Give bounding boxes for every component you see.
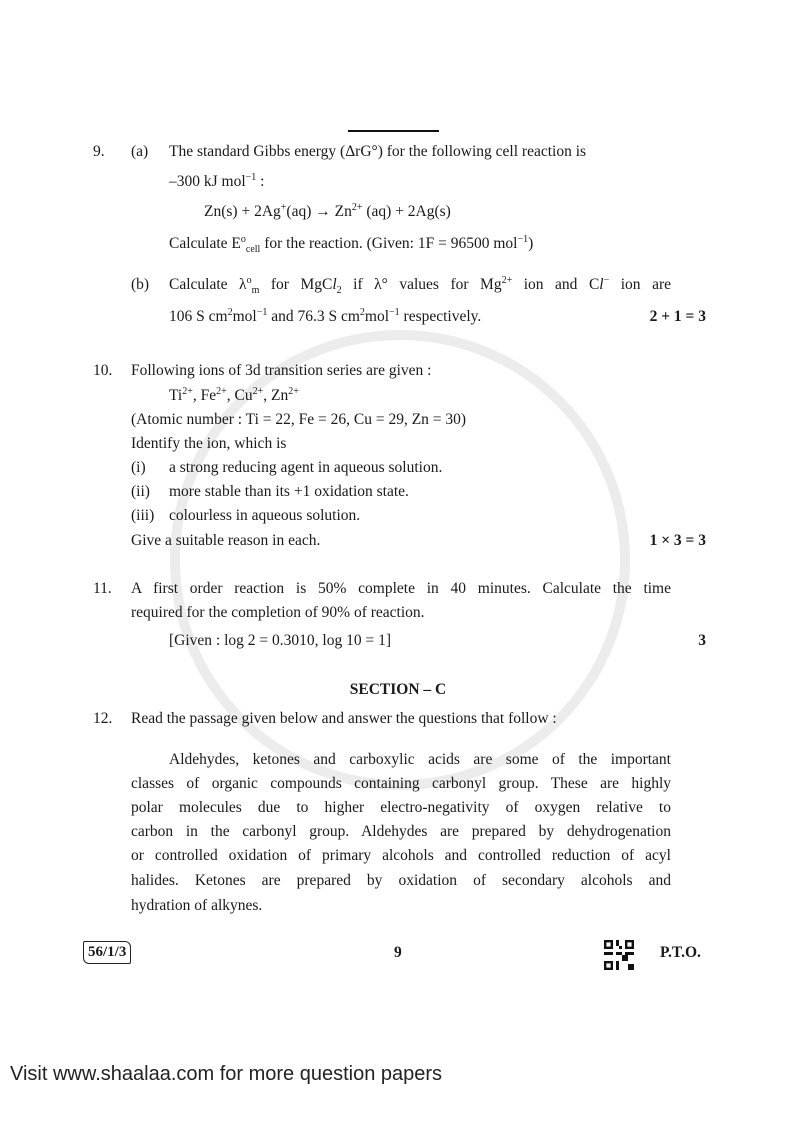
superscript: 2+ [216,386,227,397]
text-segment: Zn(s) + 2Ag [204,203,281,220]
q10-part-label: (ii) [131,483,150,500]
visit-link[interactable]: Visit www.shaalaa.com for more question papers [10,1063,443,1085]
q10-number: 10. [93,362,113,379]
q10-marks: 1 × 3 = 3 [649,532,706,549]
text-segment: 106 S cm [169,308,228,325]
q10-part-label: (i) [131,459,146,476]
text-segment: l [599,276,604,293]
text-segment: ion are [609,276,671,293]
passage-line: or controlled oxidation of primary alcohols and controlled reduction of acyl [131,847,671,864]
text-segment: Ti [169,387,183,404]
q10-atomic [131,411,466,429]
section-heading: SECTION – C [349,681,447,698]
q9a-label: (a) [131,143,149,160]
q9b-label: (b) [131,276,150,293]
superscript: o [246,275,252,286]
text-segment: for the reaction. (Given: 1F = 96500 mol [260,235,518,252]
text-segment: if λ° values for Mg [341,276,502,293]
superscript: + [280,202,287,213]
superscript: 2+ [501,275,513,286]
passage-line: classes of organic compounds containing carbonyl group. These are highly [131,775,671,792]
q9a-line2 [169,173,264,191]
q10-part-text: a strong reducing agent in aqueous solution. [169,459,443,476]
q9-number: 9. [93,143,105,160]
q10-part-text: colourless in aqueous solution. [169,507,361,524]
text-segment: The standard Gibbs energy (ΔrG°) for the following cell reaction is [169,143,587,160]
superscript: 2 [227,307,233,318]
qr-code-icon [604,940,634,970]
superscript: − [603,275,610,286]
text-segment: ) [528,235,534,252]
text-segment: Give a suitable reason in each. [131,532,321,549]
text-segment: Identify the ion, which is [131,435,287,452]
passage-line: carbon in the carbonyl group. Aldehydes are prepared by dehydrogenation [131,823,671,840]
q12-intro: Read the passage given below and answer the questions that follow : [131,710,557,727]
q9b-line2 [169,308,481,326]
q9-marks: 2 + 1 = 3 [649,308,706,325]
subscript: m [251,285,260,296]
superscript: −1 [245,172,257,183]
superscript: 2+ [288,386,299,397]
superscript: o [240,234,246,245]
text-segment: Calculate E [169,235,241,252]
text-segment: (Atomic number : Ti = 22, Fe = 26, Cu = 29, Zn = 30) [131,411,467,428]
passage-line: polar molecules due to higher electro-negativity of oxygen relative to [131,799,671,816]
text-segment: and 76.3 S cm [267,308,360,325]
superscript: −1 [517,234,529,245]
text-segment: for MgC [259,276,333,293]
text-segment: mol [232,308,257,325]
q11-marks: 3 [698,632,706,649]
text-segment: , Fe [192,387,217,404]
superscript: 2+ [252,386,264,397]
text-segment: mol [364,308,390,325]
passage-line: Aldehydes, ketones and carboxylic acids are some of the important [169,751,671,768]
text-segment: : [256,173,265,190]
q9a-line4 [169,235,533,253]
superscript: 2+ [351,202,363,213]
subscript: cell [245,244,261,255]
text-segment: l [332,276,337,293]
q10-ions [169,387,299,405]
page-number: 9 [394,944,402,961]
text-segment: , Cu [226,387,253,404]
q11-number: 11. [93,580,112,597]
text-segment: Following ions of 3d transition series are given : [131,362,432,379]
text-segment: Calculate λ [169,276,247,293]
subscript: 2 [336,285,342,296]
q10-line1 [131,362,432,380]
paper-code: 56/1/3 [83,941,131,964]
q11-given: [Given : log 2 = 0.3010, log 10 = 1] [169,632,391,649]
q11-line1: A first order reaction is 50% complete in 40 minutes. Calculate the time [131,580,671,597]
q10-identify [131,435,286,453]
superscript: 2 [359,307,365,318]
q10-reason [131,532,320,550]
q9b-line1 [169,276,671,294]
superscript: −1 [389,307,400,318]
superscript: −1 [256,307,268,318]
superscript: 2+ [182,386,193,397]
q11-line2: required for the completion of 90% of reaction. [131,604,425,621]
text-segment: ion and C [512,276,600,293]
text-segment: (aq) + 2Ag(s) [362,203,451,220]
text-segment: respectively. [399,308,482,325]
q10-part-label: (iii) [131,507,155,524]
q9-equation [204,203,451,221]
q10-part-text: more stable than its +1 oxidation state. [169,483,409,500]
text-segment: (aq) → Zn [286,203,352,220]
text-segment: –300 kJ mol [169,173,246,190]
q9a-line1 [169,143,586,161]
passage-line: hydration of alkynes. [131,897,263,914]
q12-number: 12. [93,710,113,727]
passage-line: halides. Ketones are prepared by oxidation of secondary alcohols and [131,872,671,889]
header-rule [348,130,439,132]
pto-label: P.T.O. [660,944,701,961]
text-segment: , Zn [263,387,289,404]
